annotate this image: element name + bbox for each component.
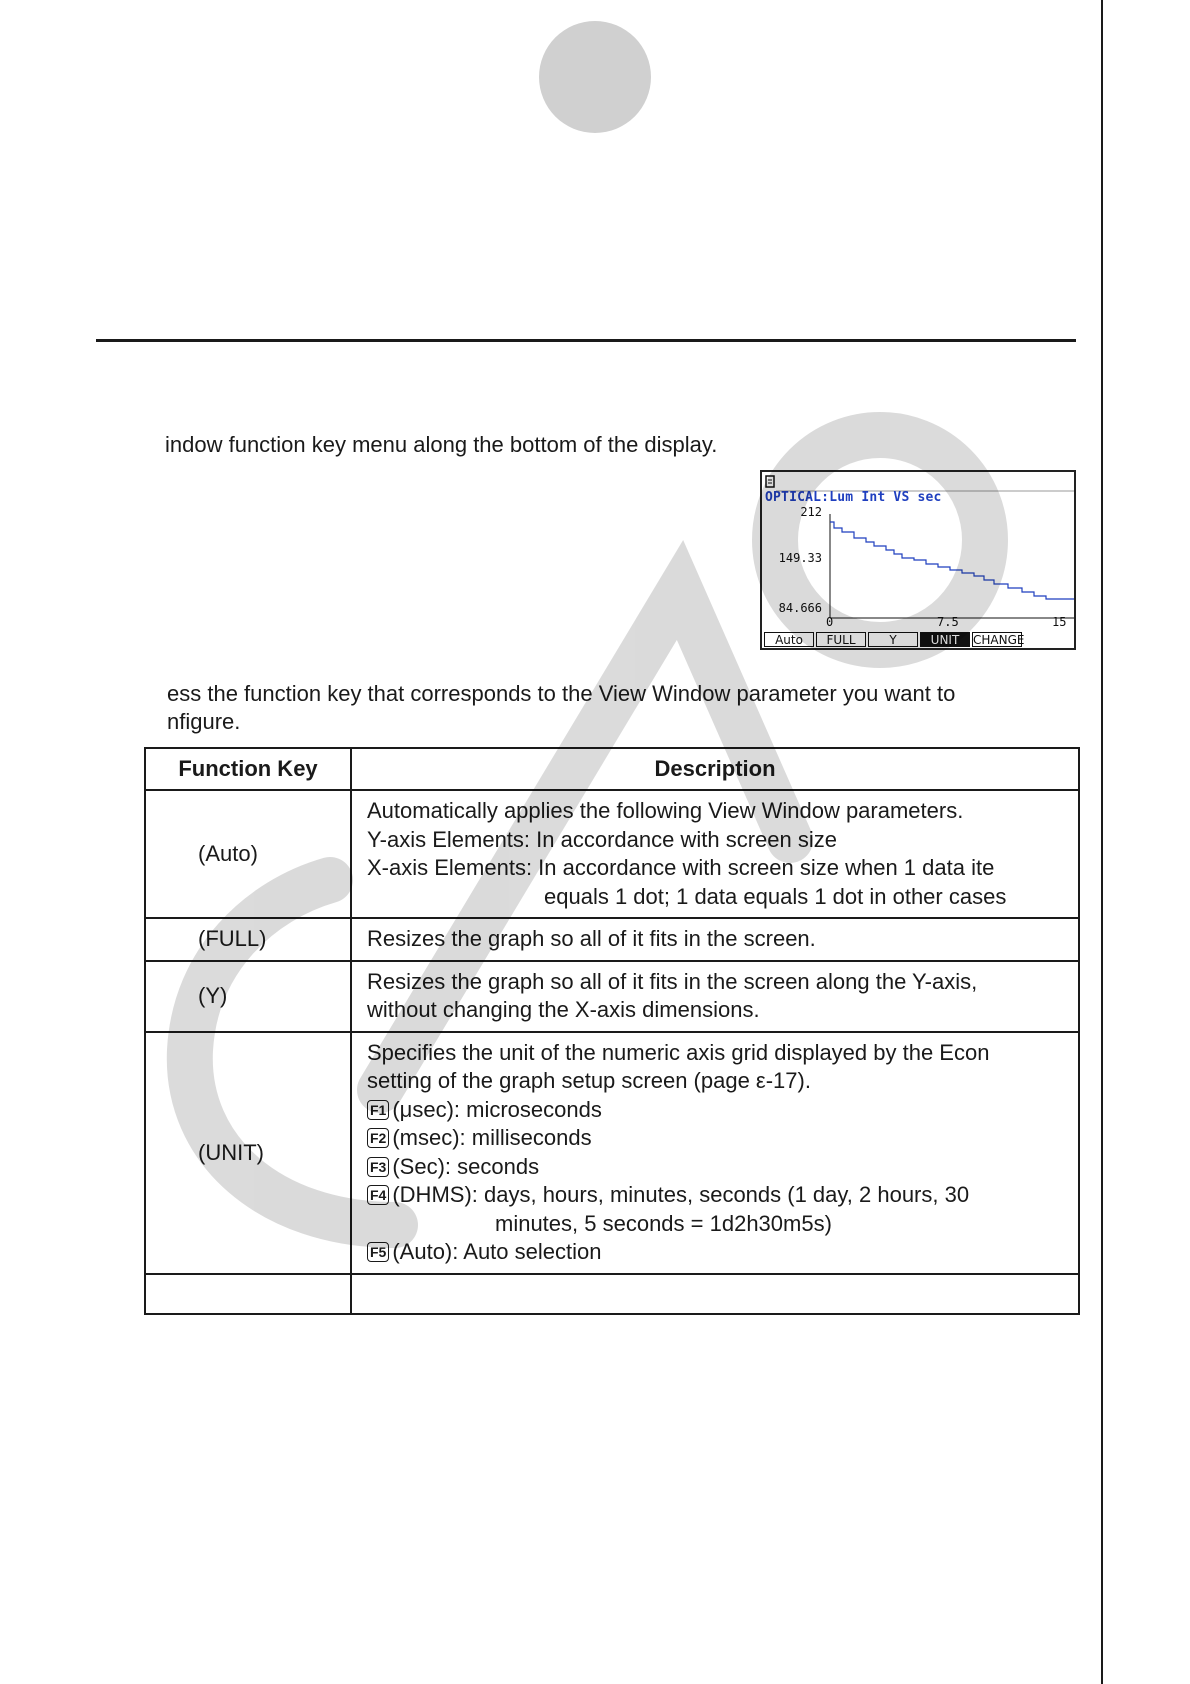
column-header: Function Key — [145, 748, 351, 790]
table-row — [145, 918, 1079, 961]
f1-key-icon: F1 — [367, 1100, 389, 1120]
description-line: Resizes the graph so all of it fits in the screen along the Y-axis, — [367, 968, 978, 994]
x-tick-label: 7.5 — [937, 615, 959, 629]
fkey-change[interactable]: CHANGE — [973, 633, 1025, 647]
instruction-line-2: nfigure. — [167, 709, 241, 734]
y-tick-label: 212 — [800, 505, 822, 519]
fkey-full[interactable]: FULL — [816, 632, 866, 647]
option-text: (Auto): Auto selection — [392, 1239, 602, 1264]
description-cell — [351, 790, 1079, 918]
table-header-row — [145, 748, 1079, 790]
option-text: (μsec): microseconds — [392, 1096, 602, 1122]
unit-option — [367, 1238, 1063, 1267]
battery-icon — [766, 476, 774, 487]
page-edge-rule — [1101, 0, 1103, 1684]
description-cell — [351, 1032, 1079, 1274]
x-tick-label: 15 — [1052, 615, 1067, 629]
description-line: setting of the graph setup screen (page ε-17). — [367, 1068, 811, 1093]
table-row-empty — [145, 1274, 1079, 1314]
unit-option — [367, 1153, 1063, 1182]
description-cell — [351, 961, 1079, 1032]
f3-key-icon: F3 — [367, 1157, 389, 1177]
graph-title: OPTICAL:Lum Int VS sec — [765, 490, 942, 505]
function-key-table — [144, 747, 1080, 1315]
description-line: Specifies the unit of the numeric axis grid displayed by the Econ — [367, 1039, 990, 1065]
function-key-menu — [764, 632, 1025, 648]
function-key-cell: (UNIT) — [145, 1032, 351, 1274]
description-line: X-axis Elements: In accordance with screen size when 1 data ite — [367, 855, 995, 880]
option-text: (Sec): seconds — [392, 1153, 540, 1179]
function-key-cell: (FULL) — [145, 918, 351, 961]
function-key-cell: (Y) — [145, 961, 351, 1032]
y-tick-label: 84.666 — [778, 601, 822, 615]
x-tick-label: 0 — [826, 615, 834, 629]
option-text: (DHMS): days, hours, minutes, seconds (1 day, 2 hours, 30 — [392, 1182, 970, 1207]
description-line: Resizes the graph so all of it fits in the screen. — [367, 926, 816, 951]
description-line: without changing the X-axis dimensions. — [367, 997, 760, 1022]
chapter-marker-dot — [539, 21, 651, 133]
f4-key-icon: F4 — [367, 1185, 389, 1205]
description-cell — [351, 1274, 1079, 1314]
option-text: (msec): milliseconds — [392, 1125, 592, 1150]
function-key-cell: (Auto) — [145, 790, 351, 918]
table-row — [145, 1032, 1079, 1274]
fkey-auto[interactable]: Auto — [764, 632, 814, 647]
table-row — [145, 961, 1079, 1032]
description-line: equals 1 dot; 1 data equals 1 dot in other cases — [544, 883, 1007, 909]
intro-text: indow function key menu along the bottom of the display. — [165, 432, 718, 457]
unit-option — [367, 1096, 1063, 1125]
fkey-unit[interactable]: UNIT — [920, 632, 970, 647]
description-line: Y-axis Elements: In accordance with screen size — [367, 826, 837, 852]
f2-key-icon: F2 — [367, 1128, 389, 1148]
instruction-line-1: ess the function key that corresponds to the View Window parameter you want to — [167, 681, 956, 706]
calculator-screen — [760, 470, 1076, 650]
data-series-line — [830, 522, 1074, 599]
f5-key-icon: F5 — [367, 1242, 389, 1262]
unit-option — [367, 1124, 1063, 1153]
fkey-y[interactable]: Y — [868, 632, 918, 647]
section-divider — [96, 339, 1076, 342]
unit-option — [367, 1181, 1063, 1210]
function-key-cell — [145, 1274, 351, 1314]
table-row — [145, 790, 1079, 918]
y-tick-label: 149.33 — [778, 551, 822, 565]
description-line: Automatically applies the following View Window parameters. — [367, 798, 964, 823]
column-header: Description — [351, 748, 1079, 790]
description-cell — [351, 918, 1079, 961]
option-continuation: minutes, 5 seconds = 1d2h30m5s) — [495, 1210, 832, 1236]
